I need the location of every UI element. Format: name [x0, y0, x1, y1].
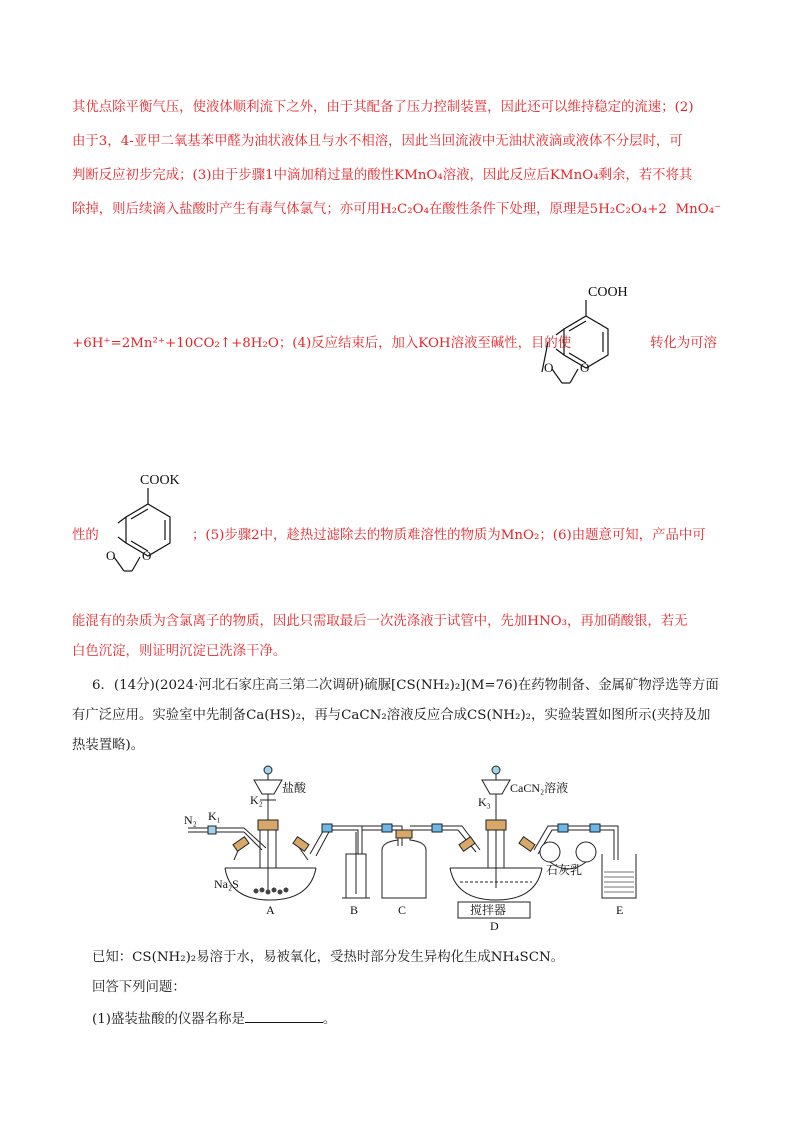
oxygen-label-2: O	[580, 360, 590, 375]
oxygen-label-1: O	[544, 360, 554, 375]
answer-line-5-end: 转化为可溶	[650, 336, 717, 351]
answer-prompt: 回答下列问题：	[92, 980, 186, 995]
piperonylic-acid-structure	[536, 280, 646, 392]
oxygen-label-3: O	[106, 548, 116, 563]
label-k3: K₃	[478, 795, 491, 809]
question-line-1: 6．(14分)(2024·河北石家庄高三第二次调研)硫脲[CS(NH₂)₂](M=76)在药物制备、金属矿物浮选等方面	[92, 678, 719, 693]
answer-line-6-end: ；(5)步骤2中，趁热过滤除去的物质难溶性的物质为MnO₂；(6)由题意可知，产品中可	[192, 528, 706, 543]
answer-line-4-text: 除掉，则后续滴入盐酸时产生有毒气体氯气；亦可用H₂C₂O₄在酸性条件下处理，原理是5H₂C₂O₄+2	[72, 202, 667, 217]
label-stirrer: 搅拌器	[470, 903, 507, 917]
label-n2: N₂	[184, 813, 197, 827]
label-k2: K₂	[250, 793, 263, 807]
answer-line-7: 能混有的杂质为含氯离子的物质，因此只需取最后一次洗涤液于试管中，先加HNO₃，再加硝酸银，若无	[72, 614, 688, 629]
sub-question-1-text: (1)盛装盐酸的仪器名称是	[92, 1012, 245, 1027]
label-c: C	[398, 903, 407, 917]
permanganate-ion: MnO₄⁻	[675, 202, 722, 217]
answer-line-2: 由于3，4-亚甲二氧基苯甲醛为油状液体且与水不相溶，因此当回流液中无油状液滴或液体不分层时，可	[72, 134, 683, 149]
label-a: A	[266, 903, 275, 917]
salt-group-label: COOK	[140, 473, 180, 488]
sub-question-1	[92, 1008, 336, 1030]
sub-question-1-period: 。	[322, 1012, 337, 1027]
label-d: D	[490, 919, 499, 930]
label-k1: K₁	[208, 809, 221, 823]
answer-line-3: 判断反应初步完成；(3)由于步骤1中滴加稍过量的酸性KMnO₄溶液，因此反应后KMnO₄剩余，若不将其	[72, 168, 693, 183]
apparatus-diagram	[170, 760, 640, 930]
answer-line-8: 白色沉淀，则证明沉淀已洗涤干净。	[72, 644, 287, 659]
acid-group-label: COOH	[588, 285, 628, 300]
label-e: E	[616, 903, 624, 917]
question-line-2: 有广泛应用。实验室中先制备Ca(HS)₂，再与CaCN₂溶液反应合成CS(NH₂)₂，实验装置如图所示(夹持及加	[72, 708, 711, 723]
potassium-salt-structure	[104, 468, 214, 580]
answer-line-4	[72, 200, 721, 220]
answer-line-5: +6H⁺=2Mn²⁺+10CO₂↑+8H₂O；(4)反应结束后，加入KOH溶液至碱性，目的使	[72, 336, 572, 351]
answer-line-6-start: 性的	[72, 528, 99, 543]
question-line-3: 热装置略)。	[72, 738, 145, 753]
label-hcl: 盐酸	[282, 781, 307, 795]
label-lime: 石灰乳	[546, 863, 583, 877]
label-na2s: Na₂S	[214, 877, 239, 891]
known-condition: 已知：CS(NH₂)₂易溶于水，易被氧化，受热时部分发生异构化生成NH₄SCN。	[92, 950, 565, 965]
label-cacn2: CaCN₂溶液	[510, 781, 569, 795]
oxygen-label-4: O	[142, 548, 152, 563]
answer-line-1: 其优点除平衡气压，使液体顺利流下之外，由于其配备了压力控制装置，因此还可以维持稳定的流速；(2)	[72, 100, 694, 115]
label-b: B	[350, 903, 359, 917]
answer-blank[interactable]	[245, 1008, 323, 1023]
